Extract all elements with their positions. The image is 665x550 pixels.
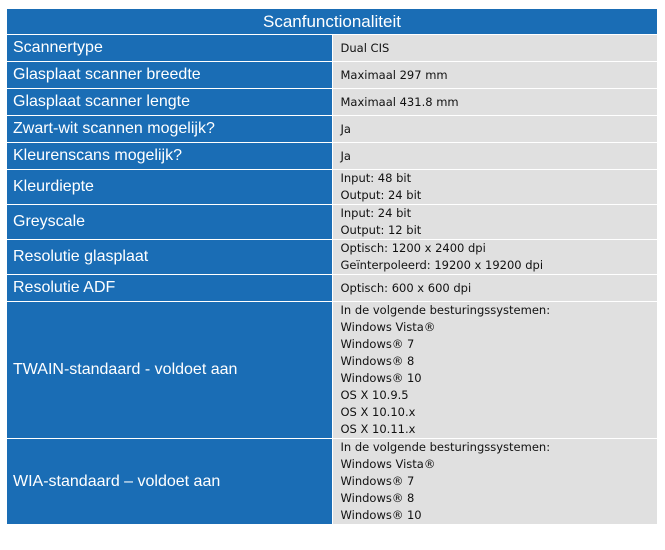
table-row (7, 143, 658, 170)
spec-value-line: Windows® 8 (340, 491, 415, 505)
spec-value (332, 62, 658, 89)
spec-value-line: Output: 12 bit (340, 223, 422, 237)
spec-value (332, 170, 658, 205)
spec-label: Resolutie ADF (7, 275, 333, 302)
spec-label: Kleurdiepte (7, 170, 333, 205)
table-row (7, 35, 658, 62)
spec-value-line: In de volgende besturingssystemen: (340, 440, 551, 454)
spec-value-line: OS X 10.10.x (340, 405, 416, 419)
spec-value (332, 240, 658, 275)
spec-value-line: Windows® 10 (340, 371, 422, 385)
spec-value (332, 35, 658, 62)
spec-label: TWAIN-standaard - voldoet aan (7, 302, 333, 439)
spec-value-line: Optisch: 600 x 600 dpi (340, 280, 472, 295)
spec-value-line: Windows® 8 (340, 354, 415, 368)
spec-label: Zwart-wit scannen mogelijk? (7, 116, 333, 143)
spec-label: Resolutie glasplaat (7, 240, 333, 275)
spec-value (332, 205, 658, 240)
scan-functionality-table (6, 8, 658, 525)
spec-value-line: Input: 48 bit (340, 171, 412, 185)
table-row (7, 205, 658, 240)
spec-value (332, 89, 658, 116)
spec-value-line: Windows® 10 (340, 508, 422, 522)
table-row (7, 89, 658, 116)
spec-value-line: Output: 24 bit (340, 188, 422, 202)
table-row (7, 302, 658, 439)
table-row (7, 275, 658, 302)
spec-value-line: Maximaal 297 mm (340, 67, 448, 82)
spec-value-line: Ja (340, 148, 351, 163)
spec-value-line: Windows Vista® (340, 320, 436, 334)
table-body (7, 35, 658, 525)
spec-value (332, 439, 658, 525)
spec-value-line: Dual CIS (340, 40, 390, 55)
spec-value (332, 302, 658, 439)
spec-value (332, 143, 658, 170)
spec-label: Glasplaat scanner breedte (7, 62, 333, 89)
spec-value-line: Windows® 7 (340, 474, 415, 488)
spec-label: Scannertype (7, 35, 333, 62)
spec-value (332, 275, 658, 302)
table-row (7, 439, 658, 525)
spec-value-line: Maximaal 431.8 mm (340, 94, 459, 109)
spec-value (332, 116, 658, 143)
spec-label: WIA-standaard – voldoet aan (7, 439, 333, 525)
spec-value-line: Ja (340, 121, 351, 136)
spec-value-line: Input: 24 bit (340, 206, 412, 220)
table-row (7, 62, 658, 89)
table-row (7, 116, 658, 143)
spec-label: Greyscale (7, 205, 333, 240)
spec-value-line: Windows® 7 (340, 337, 415, 351)
spec-label: Glasplaat scanner lengte (7, 89, 333, 116)
spec-value-line: OS X 10.9.5 (340, 388, 409, 402)
table-row (7, 240, 658, 275)
spec-value-line: Geïnterpoleerd: 19200 x 19200 dpi (340, 258, 544, 272)
table-title: Scanfunctionaliteit (7, 9, 658, 35)
spec-value-line: In de volgende besturingssystemen: (340, 303, 551, 317)
table-row (7, 170, 658, 205)
spec-value-line: OS X 10.11.x (340, 422, 416, 436)
spec-value-line: Optisch: 1200 x 2400 dpi (340, 241, 486, 255)
spec-value-line: Windows Vista® (340, 457, 436, 471)
spec-label: Kleurenscans mogelijk? (7, 143, 333, 170)
